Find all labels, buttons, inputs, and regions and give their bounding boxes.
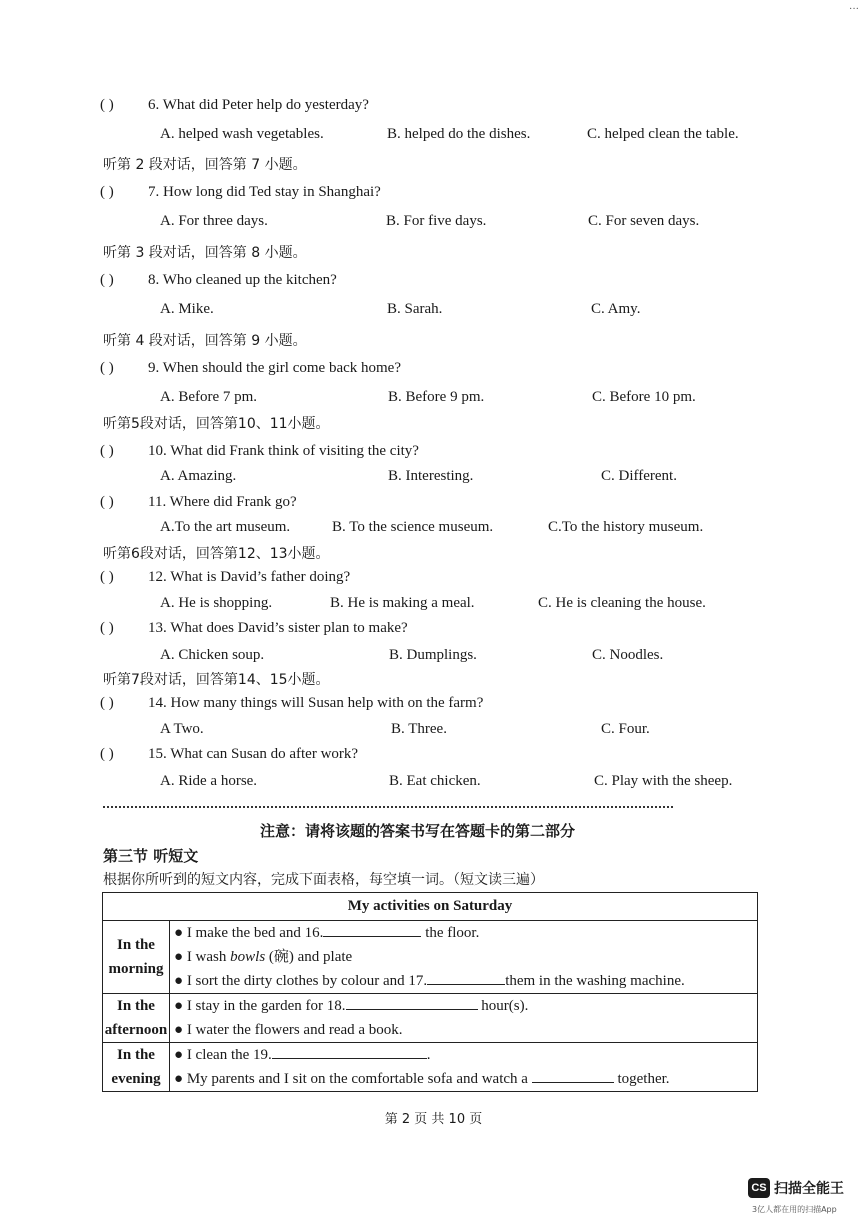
option-c: C. Amy. — [591, 301, 641, 317]
answer-paren[interactable]: ( ) — [100, 569, 114, 585]
option-c: C. Different. — [601, 468, 677, 484]
row-label-line: In the — [117, 937, 155, 953]
answer-blank-18[interactable] — [346, 995, 478, 1010]
option-a: A. Ride a horse. — [160, 773, 258, 789]
watermark-tagline: 3亿人都在用的扫描App — [752, 1205, 837, 1214]
instruction-dialog-5: 听第5段对话，回答第10、11小题。 — [103, 416, 330, 432]
option-c: C. Play with the sheep. — [594, 773, 733, 789]
question-stem: 8. Who cleaned up the kitchen? — [148, 272, 337, 288]
answer-blank-19[interactable] — [272, 1044, 427, 1059]
option-a: A Two. — [160, 721, 204, 737]
option-b: B. Three. — [391, 721, 447, 737]
activity-text: I make the bed and 16. — [186, 925, 324, 941]
section-description: 根据你所听到的短文内容，完成下面表格，每空填一词。（短文读三遍） — [103, 872, 544, 888]
evening-activities — [170, 1043, 758, 1092]
option-a: A. Chicken soup. — [160, 647, 265, 663]
activity-text: I wash — [186, 949, 231, 965]
activity-text: I sort the dirty clothes by colour and 17. — [186, 973, 428, 989]
option-a: A. Amazing. — [160, 468, 237, 484]
bullet-icon: ● — [174, 949, 184, 965]
question-stem: 15. What can Susan do after work? — [148, 746, 359, 762]
question-stem: 13. What does David’s sister plan to make? — [148, 620, 408, 636]
option-b: B. He is making a meal. — [330, 595, 475, 611]
activity-text: hour(s). — [477, 998, 529, 1014]
option-a: A. He is shopping. — [160, 595, 273, 611]
activity-text: . — [426, 1047, 431, 1063]
answer-paren[interactable]: ( ) — [100, 360, 114, 376]
table-row-morning — [103, 921, 758, 994]
option-c: C. Four. — [601, 721, 650, 737]
question-stem: 7. How long did Ted stay in Shanghai? — [148, 184, 381, 200]
activity-text: I clean the 19. — [186, 1047, 272, 1063]
row-label-line: morning — [108, 961, 164, 977]
option-a: A. Before 7 pm. — [160, 389, 258, 405]
page-number: 第 2 页 共 10 页 — [384, 1112, 483, 1127]
option-c: C. For seven days. — [588, 213, 700, 229]
instruction-dialog-7: 听第7段对话，回答第14、15小题。 — [103, 672, 330, 688]
option-c: C. Before 10 pm. — [592, 389, 696, 405]
camscanner-logo-icon: CS — [748, 1178, 770, 1198]
option-a: A.To the art museum. — [160, 519, 291, 535]
activity-text: them in the washing machine. — [505, 973, 685, 989]
activity-text-emphasis: bowls — [230, 949, 266, 965]
section-title: 第三节 听短文 — [103, 847, 199, 865]
option-b: B. To the science museum. — [332, 519, 494, 535]
question-stem: 12. What is David’s father doing? — [148, 569, 351, 585]
option-b: B. For five days. — [386, 213, 487, 229]
afternoon-activities — [170, 994, 758, 1043]
instruction-dialog-6: 听第6段对话，回答第12、13小题。 — [103, 546, 330, 562]
row-label-line: In the — [117, 998, 155, 1014]
table-row-afternoon — [103, 994, 758, 1043]
answer-paren[interactable]: ( ) — [100, 272, 114, 288]
option-b: B. helped do the dishes. — [387, 126, 531, 142]
row-label-morning — [103, 921, 170, 994]
option-b: B. Dumplings. — [389, 647, 477, 663]
answer-paren[interactable]: ( ) — [100, 97, 114, 113]
activity-text: I stay in the garden for 18. — [186, 998, 346, 1014]
activity-text: My parents and I sit on the comfortable sofa and watch a — [186, 1071, 532, 1087]
bullet-icon: ● — [174, 973, 184, 989]
watermark-name: 扫描全能王 — [774, 1181, 844, 1197]
answer-blank-16[interactable] — [323, 922, 421, 937]
table-title: My activities on Saturday — [103, 893, 758, 921]
bullet-icon: ● — [174, 925, 184, 941]
question-stem: 14. How many things will Susan help with on the farm? — [148, 695, 484, 711]
table-row-evening — [103, 1043, 758, 1092]
question-stem: 10. What did Frank think of visiting the city? — [148, 443, 419, 459]
bullet-icon: ● — [174, 998, 184, 1014]
row-label-line: evening — [111, 1071, 161, 1087]
corner-mark: ··· — [849, 4, 859, 15]
answer-paren[interactable]: ( ) — [100, 695, 114, 711]
answer-blank-20[interactable] — [532, 1068, 614, 1083]
scanner-watermark — [748, 1178, 844, 1198]
instruction-dialog-2: 听第 2 段对话，回答第 7 小题。 — [103, 157, 307, 173]
answer-paren[interactable]: ( ) — [100, 184, 114, 200]
activity-text: (碗) and plate — [265, 949, 353, 965]
row-label-line: In the — [117, 1047, 155, 1063]
activities-table — [102, 892, 758, 1092]
option-c: C. Noodles. — [592, 647, 664, 663]
option-b: B. Eat chicken. — [389, 773, 481, 789]
activity-text: the floor. — [421, 925, 480, 941]
answer-paren[interactable]: ( ) — [100, 620, 114, 636]
option-b: B. Sarah. — [387, 301, 443, 317]
instruction-dialog-4: 听第 4 段对话，回答第 9 小题。 — [103, 333, 307, 349]
option-c: C.To the history museum. — [548, 519, 704, 535]
row-label-afternoon — [103, 994, 170, 1043]
bullet-icon: ● — [174, 1071, 184, 1087]
option-c: C. He is cleaning the house. — [538, 595, 706, 611]
question-stem: 9. When should the girl come back home? — [148, 360, 401, 376]
option-a: A. helped wash vegetables. — [160, 126, 324, 142]
question-stem: 11. Where did Frank go? — [148, 494, 297, 510]
answer-blank-17[interactable] — [427, 970, 505, 985]
row-label-line: afternoon — [104, 1022, 168, 1038]
bullet-icon: ● — [174, 1047, 184, 1063]
activity-text: together. — [613, 1071, 670, 1087]
option-a: A. For three days. — [160, 213, 268, 229]
notice: 注意：请将该题的答案书写在答题卡的第二部分 — [260, 822, 576, 840]
instruction-dialog-3: 听第 3 段对话，回答第 8 小题。 — [103, 245, 307, 261]
option-c: C. helped clean the table. — [587, 126, 739, 142]
morning-activities — [170, 921, 758, 994]
activity-text: I water the flowers and read a book. — [186, 1022, 403, 1038]
option-b: B. Interesting. — [388, 468, 474, 484]
option-a: A. Mike. — [160, 301, 214, 317]
question-stem: 6. What did Peter help do yesterday? — [148, 97, 369, 113]
answer-paren[interactable]: ( ) — [100, 494, 114, 510]
answer-paren[interactable]: ( ) — [100, 443, 114, 459]
bullet-icon: ● — [174, 1022, 184, 1038]
dotted-divider — [103, 806, 673, 808]
option-b: B. Before 9 pm. — [388, 389, 485, 405]
answer-paren[interactable]: ( ) — [100, 746, 114, 762]
row-label-evening — [103, 1043, 170, 1092]
